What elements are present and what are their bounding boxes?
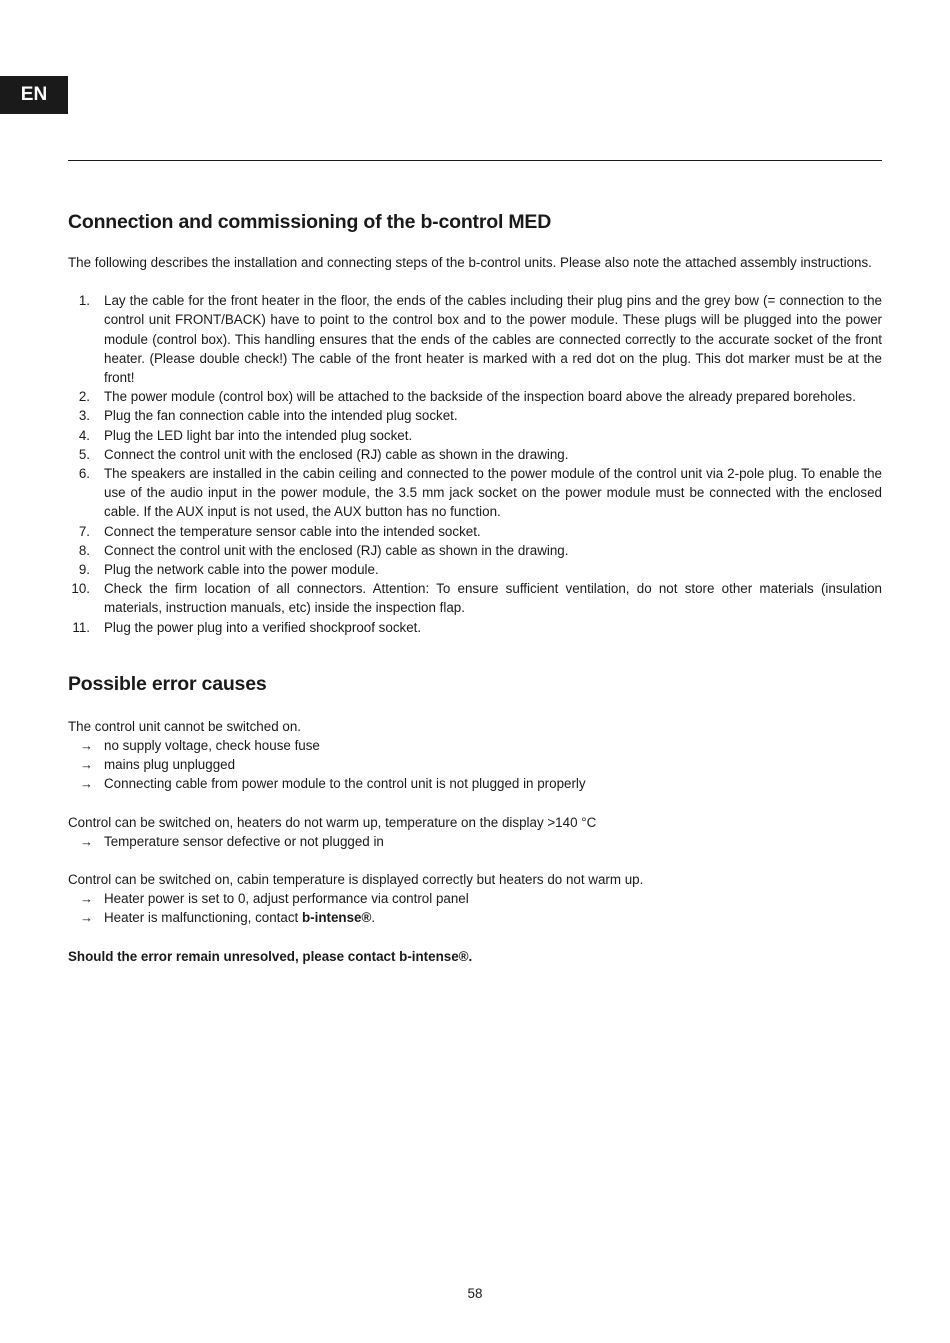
list-item [68,889,882,908]
error-group [68,870,882,928]
list-item [68,579,882,617]
list-item [68,464,882,522]
list-item [68,774,882,793]
step-text: Plug the LED light bar into the intended plug socket. [104,427,413,443]
cause-text: Connecting cable from power module to the control unit is not plugged in properly [104,776,586,792]
list-item [68,291,882,387]
cause-text: Temperature sensor defective or not plugged in [104,833,384,849]
step-text: The power module (control box) will be attached to the backside of the inspection board above the already prepared boreholes. [104,389,856,405]
error-symptom: Control can be switched on, cabin temperature is displayed correctly but heaters do not warm up. [68,872,644,888]
cause-text-suffix: . [371,910,376,926]
step-text: Plug the network cable into the power module. [104,562,379,578]
list-item [68,387,882,406]
step-number: 2. [78,389,90,405]
step-number: 4. [78,427,90,443]
cause-text-prefix: Heater is malfunctioning, contact [104,910,302,926]
list-item [68,541,882,560]
step-text: Check the firm location of all connectors. Attention: To ensure sufficient ventilation, do not store other materials (insulation materials, instruction manuals, etc) inside the inspection flap. [104,581,882,616]
section-title-connection: Connection and commissioning of the b-control MED [68,211,552,233]
step-text: Lay the cable for the front heater in the floor, the ends of the cables including their plug pins and the grey bow (= connection to the control unit FRONT/BACK) have to point to the control box and to the power module. These plugs will be plugged into the power module (control box). This handling ensures that the ends of the cables are connected correctly to the accurate socket of the front heater. (Please double check!) The cable of the front heater is marked with a red dot on the plug. This dot marker must be at the front! [104,293,882,386]
list-item [68,560,882,579]
step-number: 3. [78,408,90,424]
arrow-right-icon: → [80,891,93,907]
error-group [68,813,882,851]
list-item [68,426,882,445]
page-number: 58 [467,1286,483,1301]
step-number: 10. [71,581,90,597]
step-number: 6. [78,466,90,482]
list-item [68,908,882,927]
list-item [68,445,882,464]
arrow-right-icon: → [80,776,93,792]
list-item [68,618,882,637]
step-number: 7. [78,523,90,539]
arrow-right-icon: → [80,910,93,926]
error-symptom: Control can be switched on, heaters do not warm up, temperature on the display >140 °C [68,814,597,830]
step-number: 11. [72,619,90,635]
arrow-right-icon: → [80,833,93,849]
language-tab: EN [0,76,68,114]
list-item [68,406,882,425]
final-note: Should the error remain unresolved, please contact b-intense®. [68,948,473,964]
step-text: Connect the control unit with the enclosed (RJ) cable as shown in the drawing. [104,446,569,462]
arrow-right-icon: → [80,757,93,773]
step-text: Plug the fan connection cable into the intended plug socket. [104,408,458,424]
list-item [68,522,882,541]
cause-list [68,736,882,794]
section-intro: The following describes the installation and connecting steps of the b-control units. Please also note the attached assembly instructions. [68,255,872,270]
step-number: 8. [78,542,90,558]
error-symptom: The control unit cannot be switched on. [68,718,301,734]
installation-steps [68,291,882,637]
cause-list [68,832,882,851]
step-number: 9. [78,562,90,578]
step-text: The speakers are installed in the cabin ceiling and connected to the power module of the control unit via 2-pole plug. To enable the use of the audio input in the power module, the 3.5 mm jack socket on the power module must be connected with the enclosed cable. If the AUX input is not used, the AUX button has no function. [104,466,882,520]
error-group [68,717,882,794]
step-text: Connect the control unit with the enclosed (RJ) cable as shown in the drawing. [104,542,569,558]
cause-list [68,889,882,927]
step-number: 1. [78,293,90,309]
list-item [68,736,882,755]
step-text: Connect the temperature sensor cable into the intended socket. [104,523,481,539]
header-rule [68,160,882,161]
cause-text: Heater power is set to 0, adjust performance via control panel [104,891,469,907]
arrow-right-icon: → [80,738,93,754]
step-number: 5. [78,446,90,462]
page-content [68,208,882,979]
list-item [68,832,882,851]
cause-text: no supply voltage, check house fuse [104,738,320,754]
list-item [68,755,882,774]
step-text: Plug the power plug into a verified shockproof socket. [104,619,422,635]
cause-text: mains plug unplugged [104,757,236,773]
brand-name: b-intense® [301,910,372,926]
section-title-error-causes: Possible error causes [68,672,267,695]
